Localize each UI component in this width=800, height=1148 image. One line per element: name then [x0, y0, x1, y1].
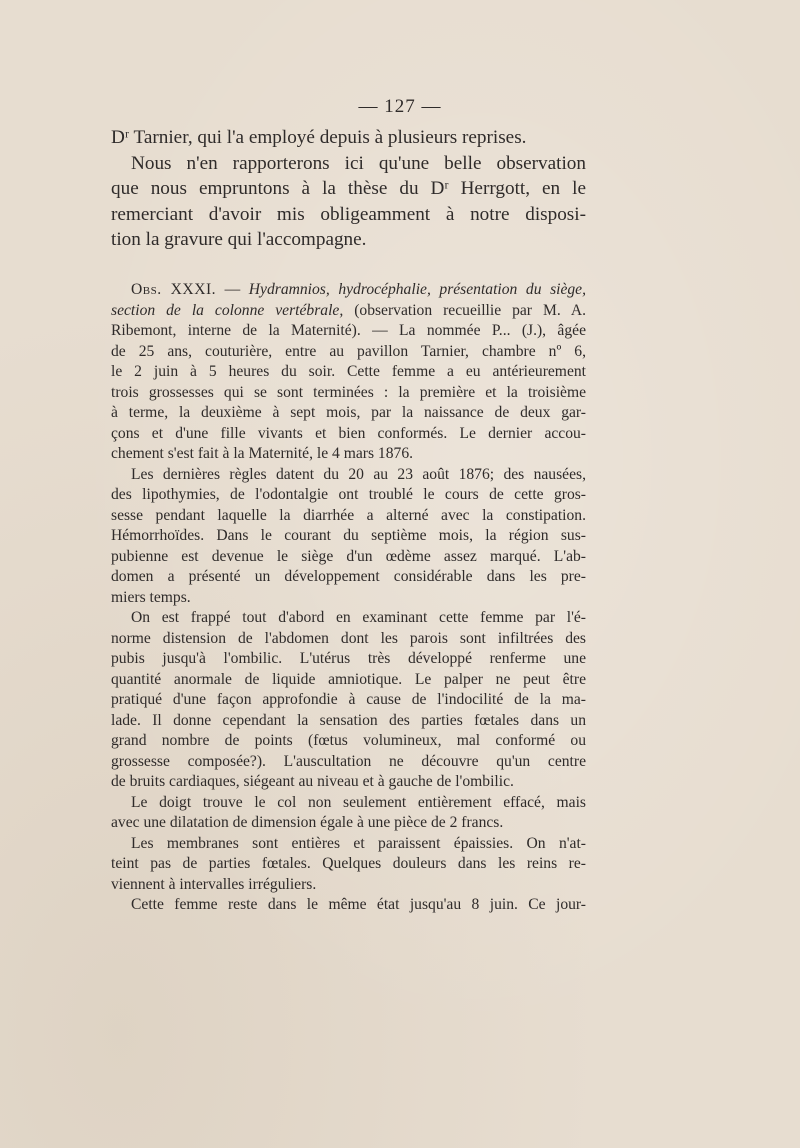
text-line: quantité anormale de liquide amniotique. Le palper ne peut être — [111, 670, 586, 688]
text-line: remerciant d'avoir mis obligeamment à notre disposi- — [111, 203, 586, 225]
text-line: miers temps. — [111, 588, 191, 606]
observation-paragraph-6 — [111, 895, 586, 916]
text-line: avec une dilatation de dimension égale à une pièce de 2 francs. — [111, 814, 504, 831]
intro-paragraphs — [111, 125, 586, 253]
observation-label: Obs. XXXI. — [131, 281, 217, 298]
observation-dash: — — [216, 281, 249, 298]
text-line: norme distension de l'abdomen dont les parois sont infiltrées des — [111, 629, 586, 647]
text-line: sesse pendant laquelle la diarrhée a alterné avec la constipation. — [111, 506, 586, 524]
text-line: à terme, la deuxième à sept mois, par la naissance de deux gar- — [111, 404, 586, 421]
text-line: çons et d'une fille vivants et bien conformés. Le dernier accou- — [111, 424, 586, 442]
text-line: des lipothymies, de l'odontalgie ont troublé le cours de cette gros- — [111, 486, 586, 503]
text-line: Hémorrhoïdes. Dans le courant du septième mois, la région sus- — [111, 527, 586, 544]
text-line: pubis jusqu'à l'ombilic. L'utérus très développé renferme une — [111, 650, 586, 667]
observation-heading-line — [111, 280, 586, 301]
text-line: grossesse composée?). L'auscultation ne découvre qu'un centre — [111, 752, 586, 770]
text-line: Dʳ Tarnier, qui l'a employé depuis à plusieurs reprises. — [111, 127, 527, 148]
observation-heading-paragraph — [111, 280, 586, 465]
text-line: domen a présenté un développement considérable dans les pre- — [111, 568, 586, 585]
text-line: Cette femme reste dans le même état jusqu'au 8 juin. Ce jour- — [131, 896, 586, 913]
observation-paragraph-3 — [111, 608, 586, 793]
intro-paragraph-2 — [111, 151, 586, 253]
text-line: On est frappé tout d'abord en examinant cette femme par l'é- — [131, 609, 586, 626]
text-line: Les membranes sont entières et paraissent épaissies. On n'at- — [131, 834, 586, 852]
text-line: grand nombre de points (fœtus volumineux, mal conformé ou — [111, 732, 586, 749]
text-line: tion la gravure qui l'accompagne. — [111, 229, 367, 251]
text-line: chement s'est fait à la Maternité, le 4 mars 1876. — [111, 445, 414, 462]
text-line: Le doigt trouve le col non seulement entièrement effacé, mais — [131, 793, 586, 811]
text-line: pratiqué d'une façon approfondie à cause de l'indocilité de la ma- — [111, 691, 586, 708]
text-line: pubienne est devenue le siège d'un œdème assez marqué. L'ab- — [111, 547, 586, 565]
text-line: Les dernières règles datent du 20 au 23 août 1876; des nausées, — [131, 465, 586, 483]
text-line: Ribemont, interne de la Maternité). — La nommée P... (J.), âgée — [111, 322, 586, 339]
observation-paragraph-5 — [111, 834, 586, 896]
observation-source: (observation recueillie par M. A. — [343, 301, 586, 319]
text-line: que nous empruntons à la thèse du Dʳ Herrgott, en le — [111, 178, 586, 200]
observation-heading-line — [111, 301, 586, 322]
observation-title: Hydramnios, hydrocéphalie, présentation du siège, — [248, 281, 587, 298]
text-line: de bruits cardiaques, siégeant au niveau et à gauche de l'ombilic. — [111, 773, 514, 790]
text-line: viennent à intervalles irréguliers. — [111, 875, 317, 893]
text-line: Nous n'en rapporterons ici qu'une belle observation — [131, 152, 586, 174]
text-line: trois grossesses qui se sont terminées : la première et la troisième — [111, 383, 586, 401]
observation-31 — [111, 280, 586, 916]
text-line: le 2 juin à 5 heures du soir. Cette femme a eu antérieurement — [111, 363, 586, 380]
observation-paragraph-4 — [111, 793, 586, 834]
page-number: — 127 — — [358, 96, 442, 117]
text-line: de 25 ans, couturière, entre au pavillon Tarnier, chambre nº 6, — [111, 342, 586, 360]
intro-paragraph-1 — [111, 125, 586, 151]
observation-title-cont: section de la colonne vertébrale, — [111, 301, 344, 319]
observation-paragraph-2 — [111, 465, 586, 609]
text-line: teint pas de parties fœtales. Quelques douleurs dans les reins re- — [111, 855, 586, 872]
text-line: lade. Il donne cependant la sensation des parties fœtales dans un — [111, 711, 586, 729]
